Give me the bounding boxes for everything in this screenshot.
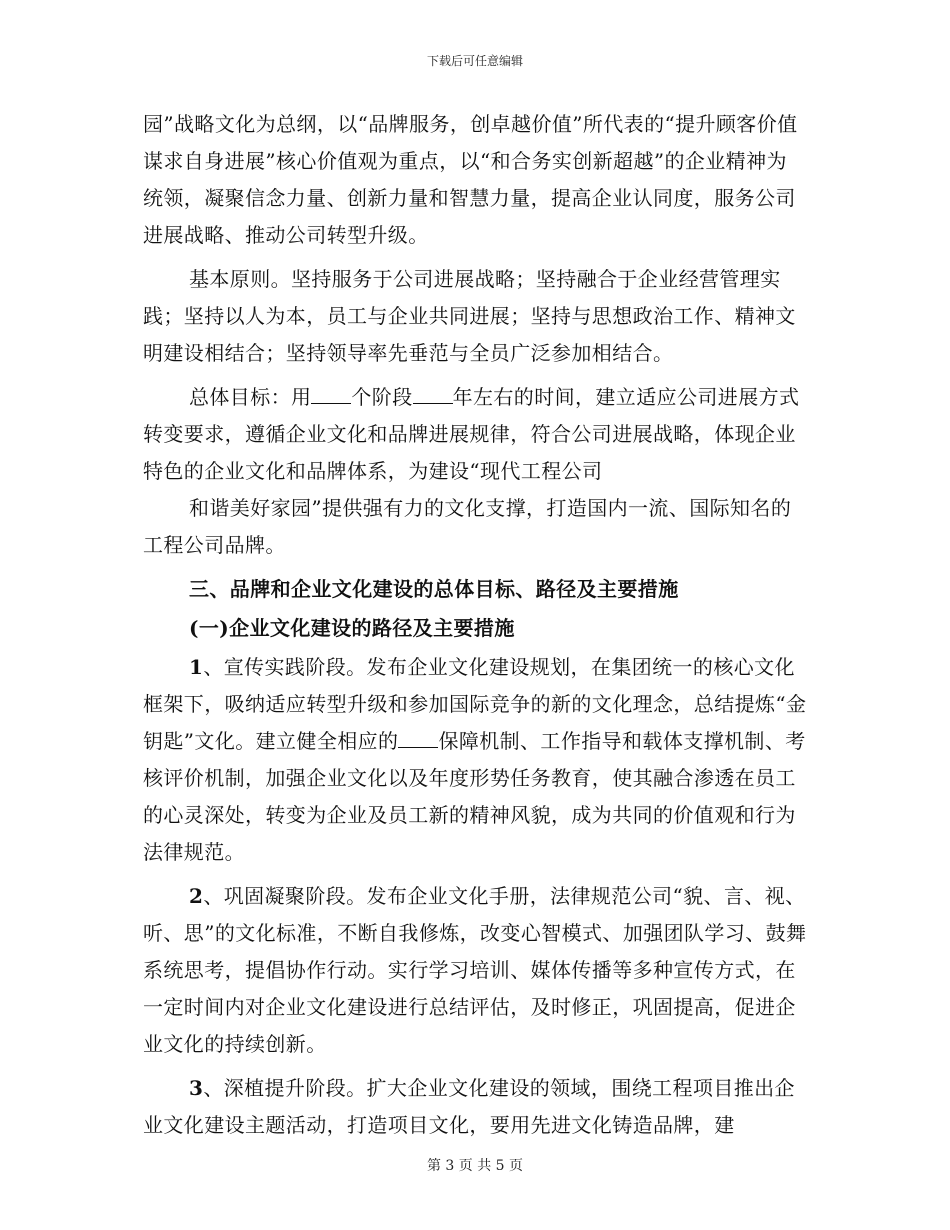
blank-line (413, 383, 453, 404)
paragraph-overall-goal (143, 379, 807, 490)
page-footer: 第 3 页 共 5 页 (426, 1158, 524, 1174)
stage-1-text-b: 保障机制、工作指导和载体支撑机制、考核评价机制，加强企业文化以及年度形势任务教育，使其融合渗透在员工的心灵深处，转变为企业及员工新的精神风貌，成为共同的价值观和行为法律规范。 (143, 729, 806, 864)
stage-2-text: 、巩固凝聚阶段。发布企业文化手册，法律规范公司“貌、言、视、听、思”的文化标准，不断自我修炼，改变心智模式、加强团队学习、鼓舞系统思考，提倡协作行动。实行学习培训、媒体传播等多种宣传方式，在一定时间内对企业文化建设进行总结评估，及时修正，巩固提高，促进企业文化的持续创新。 (143, 884, 807, 1056)
section-heading-3: 三、品牌和企业文化建设的总体目标、路径及主要措施 (189, 577, 679, 601)
document-body (143, 106, 807, 1151)
paragraph-goal-continued: 和谐美好家园”提供强有力的文化支撑，打造国内一流、国际知名的工程公司品牌。 (143, 496, 792, 557)
item-number: 3 (189, 1076, 204, 1100)
stage-1-text-a: 、宣传实践阶段。发布企业文化建设规划，在集团统一的核心文化框架下，吸纳适应转型升级和参加国际竞争的新的文化理念，总结提炼“金钥匙”文化。建立健全相应的 (143, 655, 807, 753)
paragraph-stage-2 (143, 878, 807, 1063)
blank-line (311, 383, 351, 404)
paragraph-stage-3 (143, 1070, 807, 1144)
goal-text-a: 总体目标：用 (189, 385, 312, 409)
goal-text-c: 年左右的时间，建立适应公司进展方式转变要求，遵循企业文化和品牌进展规律，符合公司进展战略，体现企业特色的企业文化和品牌体系，为建设“现代工程公司 (143, 385, 800, 483)
goal-text-b: 个阶段 (351, 385, 413, 409)
item-number: 1 (189, 655, 204, 679)
page-header: 下载后可任意编辑 (426, 54, 523, 68)
item-number: 2 (189, 884, 204, 908)
blank-line (398, 727, 438, 748)
paragraph-strategy: 园”战略文化为总纲，以“品牌服务，创卓越价值”所代表的“提升顾客价值谋求自身进展”核心价值观为重点，以“和合务实创新超越”的企业精神为统领，凝聚信念力量、创新力量和智慧力量，提高企业认同度，服务公司进展战略、推动公司转型升级。 (143, 112, 798, 247)
paragraph-basic-principles: 基本原则。坚持服务于公司进展战略；坚持融合于企业经营管理实践；坚持以人为本，员工与企业共同进展；坚持与思想政治工作、精神文明建设相结合；坚持领导率先垂范与全员广泛参加相结合。 (143, 267, 796, 365)
stage-3-text: 、深植提升阶段。扩大企业文化建设的领域，围绕工程项目推出企业文化建设主题活动，打造项目文化，要用先进文化铸造品牌，建 (143, 1076, 795, 1137)
paragraph-stage-1 (143, 649, 807, 871)
subsection-heading-1: (一)企业文化建设的路径及主要措施 (189, 616, 515, 640)
